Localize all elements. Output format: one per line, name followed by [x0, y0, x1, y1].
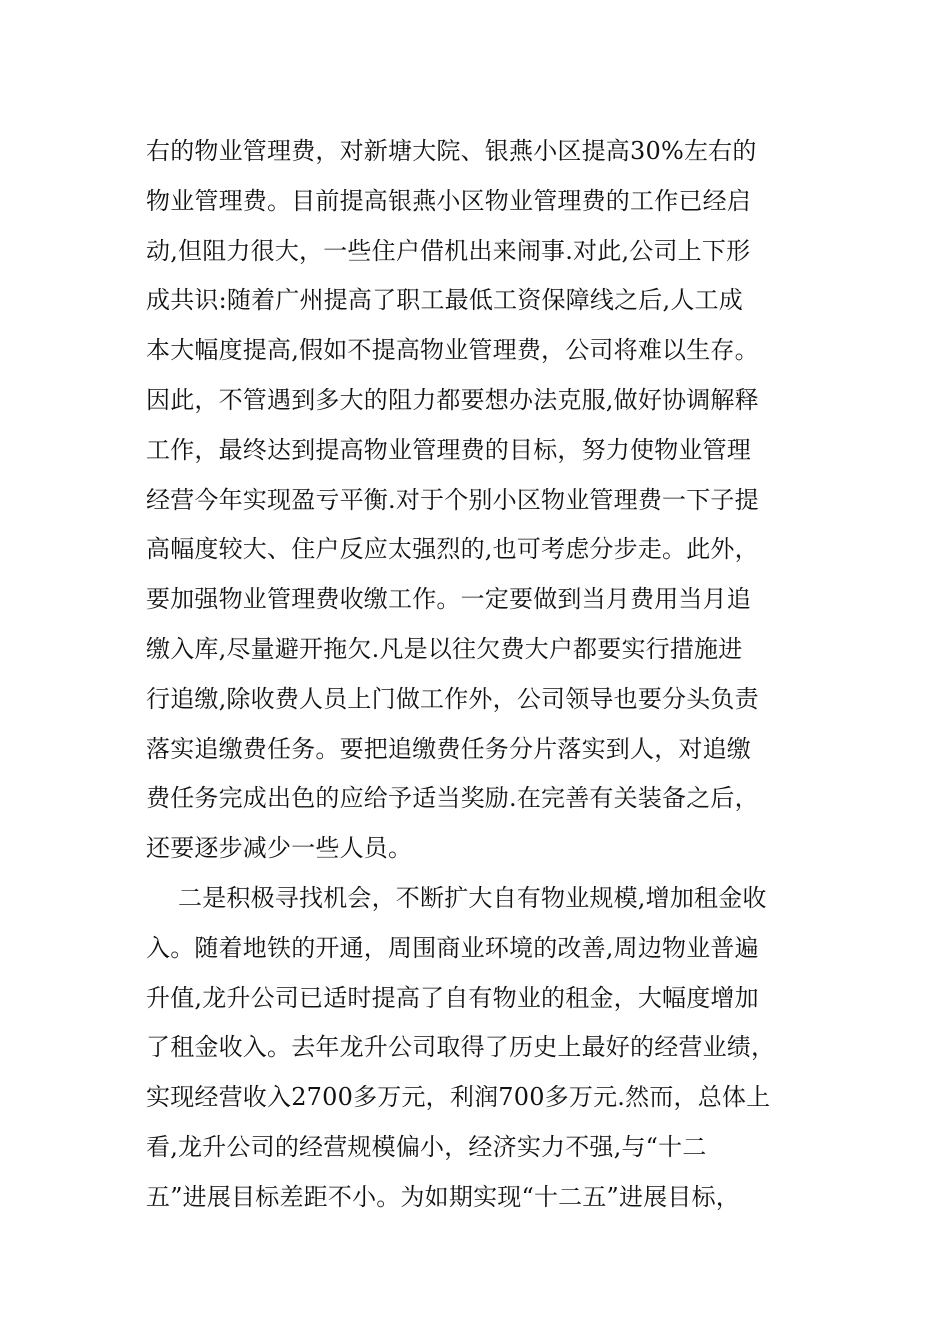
- text-line: 升值,龙升公司已适时提高了自有物业的租金，大幅度增加: [146, 983, 759, 1012]
- text-line: 高幅度较大、住户反应太强烈的,也可考虑分步走。此外，: [146, 535, 759, 564]
- text-line: 看,龙升公司的经营规模偏小，经济实力不强,与“十二: [146, 1132, 707, 1161]
- text-line: 因此，不管遇到多大的阻力都要想办法克服,做好协调解释: [146, 385, 759, 414]
- text-line: 成共识:随着广州提高了职工最低工资保障线之后,人工成: [146, 286, 743, 315]
- text-line: 动,但阻力很大，一些住户借机出来闹事.对此,公司上下形: [146, 236, 751, 265]
- text-line: 行追缴,除收费人员上门做工作外，公司领导也要分头负责: [146, 684, 759, 713]
- text-line: 入。随着地铁的开通，周围商业环境的改善,周边物业普遍: [146, 933, 759, 962]
- text-line: 还要逐步减少一些人员。: [146, 834, 413, 863]
- text-line: 费任务完成出色的应给予适当奖励.在完善有关装备之后，: [146, 784, 759, 813]
- paragraph-start-line: 二是积极寻找机会，不断扩大自有物业规模,增加租金收: [178, 883, 767, 912]
- text-line: 了租金收入。去年龙升公司取得了历史上最好的经营业绩，: [146, 1033, 776, 1062]
- text-line: 工作，最终达到提高物业管理费的目标，努力使物业管理: [146, 435, 751, 464]
- text-line: 本大幅度提高,假如不提高物业管理费，公司将难以生存。: [146, 336, 759, 365]
- text-line: 物业管理费。目前提高银燕小区物业管理费的工作已经启: [146, 186, 751, 215]
- text-line: 缴入库,尽量避开拖欠.凡是以往欠费大户都要实行措施进: [146, 634, 743, 663]
- text-line: 实现经营收入2700多万元，利润700多万元.然而，总体上: [146, 1083, 771, 1112]
- text-line: 经营今年实现盈亏平衡.对于个别小区物业管理费一下子提: [146, 485, 759, 514]
- body-text: [146, 127, 826, 1223]
- text-line: 右的物业管理费，对新塘大院、银燕小区提高30%左右的: [146, 137, 757, 165]
- text-line: 要加强物业管理费收缴工作。一定要做到当月费用当月追: [146, 585, 751, 614]
- text-line: 落实追缴费任务。要把追缴费任务分片落实到人，对追缴: [146, 734, 751, 763]
- text-line: 五”进展目标差距不小。为如期实现“十二五”进展目标，: [146, 1182, 741, 1211]
